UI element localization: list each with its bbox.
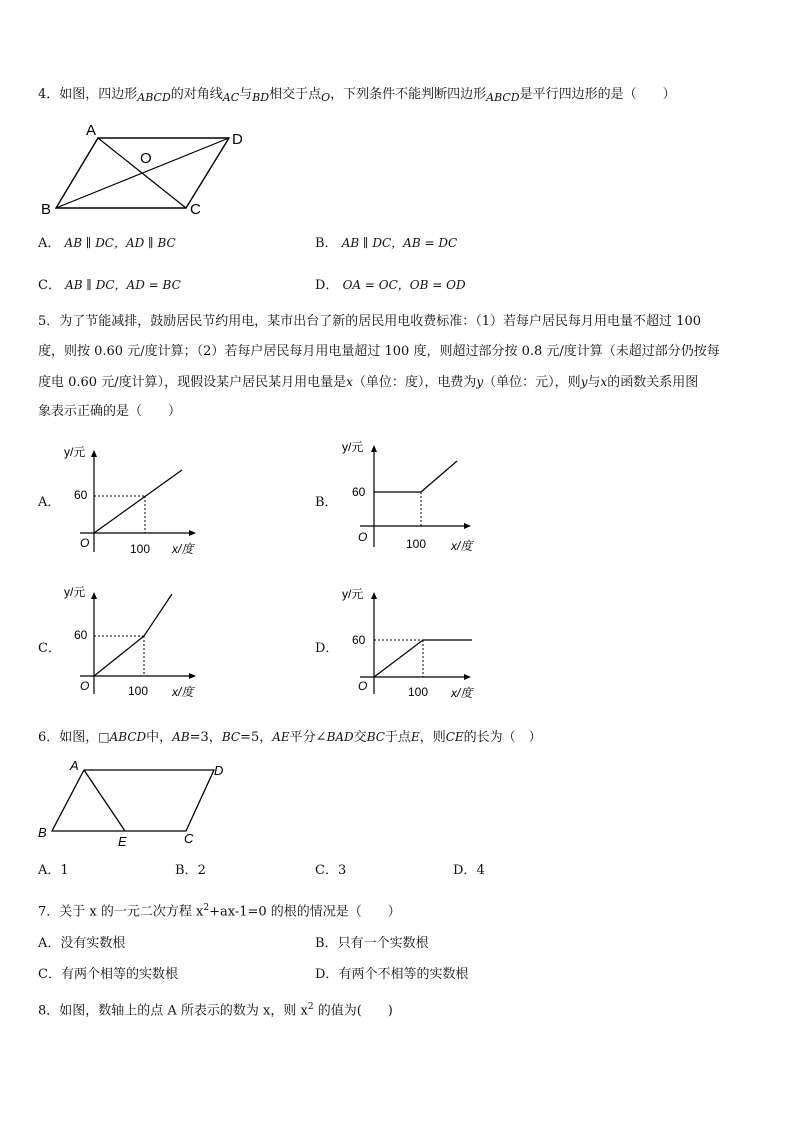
svg-text:x/度: x/度 — [172, 542, 194, 556]
svg-text:100: 100 — [406, 537, 427, 551]
svg-text:y/元: y/元 — [64, 445, 86, 459]
q4-option-c[interactable]: C． AB ∥ DC，AD = BC — [38, 278, 181, 293]
q5-graph-d — [340, 582, 490, 707]
q5-option-d[interactable]: D． — [315, 641, 339, 656]
svg-text:y/元: y/元 — [342, 440, 364, 454]
q5-stem-line2: 度，则按 0.60 元/度计算；（2）若每户居民每月用电量超过 100 度，则超过部分按 0.8 元/度计算（未超过部分仍按每 — [38, 344, 720, 359]
svg-text:x/度: x/度 — [172, 685, 194, 699]
q4-label-a: A — [86, 122, 97, 139]
q5-option-a[interactable]: A． — [38, 495, 61, 510]
q4-parallelogram-figure — [36, 118, 256, 218]
q6-option-b[interactable]: B．2 — [175, 863, 206, 878]
svg-text:100: 100 — [408, 685, 429, 699]
q6-label-e: E — [118, 834, 127, 849]
svg-text:x/度: x/度 — [451, 539, 473, 553]
svg-text:O: O — [358, 679, 368, 693]
q7-option-d[interactable]: D．有两个不相等的实数根 — [315, 967, 469, 982]
q5-stem-line1: 5．为了节能减排，鼓励居民节约用电，某市出台了新的居民用电收费标准：（1）若每户居民每月用电量不超过 100 — [38, 314, 701, 329]
q4-label-d: D — [232, 131, 243, 148]
svg-text:100: 100 — [130, 542, 151, 556]
q6-option-c[interactable]: C．3 — [315, 863, 347, 878]
q5-stem-line3: 度电 0.60 元/度计算），现假设某户居民某月用电量是x（单位：度），电费为y（单位：元），则y与x的函数关系用图 — [38, 375, 699, 390]
q5-stem-line4: 象表示正确的是（ ） — [38, 404, 182, 419]
q4-label-b: B — [41, 201, 52, 218]
svg-text:60: 60 — [352, 633, 366, 647]
q6-label-d: D — [214, 763, 224, 778]
q4-option-a[interactable]: A． AB ∥ DC，AD ∥ BC — [38, 236, 176, 251]
q5-option-c[interactable]: C． — [38, 641, 61, 656]
q6-label-c: C — [184, 831, 194, 846]
q4-label-c: C — [190, 201, 201, 218]
svg-text:O: O — [80, 679, 90, 693]
svg-text:y/元: y/元 — [342, 587, 364, 601]
q6-label-a: A — [70, 758, 79, 773]
q8-stem: 8．如图，数轴上的点 A 所表示的数为 x，则 $x^2$ 的值为( ) — [38, 1002, 393, 1019]
q4-option-d[interactable]: D． OA = OC，OB = OD — [315, 278, 466, 293]
q5-graph-a — [60, 440, 210, 560]
svg-text:y/元: y/元 — [64, 585, 86, 599]
svg-text:100: 100 — [128, 684, 149, 698]
svg-text:60: 60 — [352, 485, 366, 499]
svg-text:O: O — [358, 530, 368, 544]
q4-label-o: O — [140, 150, 152, 167]
q6-option-a[interactable]: A．1 — [38, 863, 69, 878]
q6-stem: 6．如图，□ABCD中，AB=3，BC=5，AE平分∠BAD交BC于点E，则CE的长为（ ） — [38, 730, 542, 745]
q6-option-d[interactable]: D．4 — [453, 863, 485, 878]
svg-text:x/度: x/度 — [451, 686, 473, 700]
q7-option-c[interactable]: C．有两个相等的实数根 — [38, 967, 178, 982]
svg-text:60: 60 — [74, 488, 88, 502]
q7-stem: 7．关于 x 的一元二次方程 $x^2+ax-1=0$ 的根的情况是（ ） — [38, 903, 401, 920]
q4-option-b[interactable]: B． AB ∥ DC，AB = DC — [315, 236, 458, 251]
q6-parallelogram-figure — [34, 756, 234, 852]
q5-graph-b — [340, 435, 490, 560]
q5-option-b[interactable]: B． — [315, 495, 338, 510]
svg-text:O: O — [80, 536, 90, 550]
svg-text:60: 60 — [74, 628, 88, 642]
q6-label-b: B — [38, 825, 47, 840]
q7-option-b[interactable]: B．只有一个实数根 — [315, 936, 429, 951]
q4-stem: 4．如图，四边形$_{ABCD}$的对角线$_{AC}$与$_{BD}$相交于点$_O$，下列条件不能判断四边形$_{ABCD}$是平行四边形的是（ ） — [38, 87, 676, 104]
q7-option-a[interactable]: A．没有实数根 — [38, 936, 126, 951]
q5-graph-c — [60, 582, 210, 707]
